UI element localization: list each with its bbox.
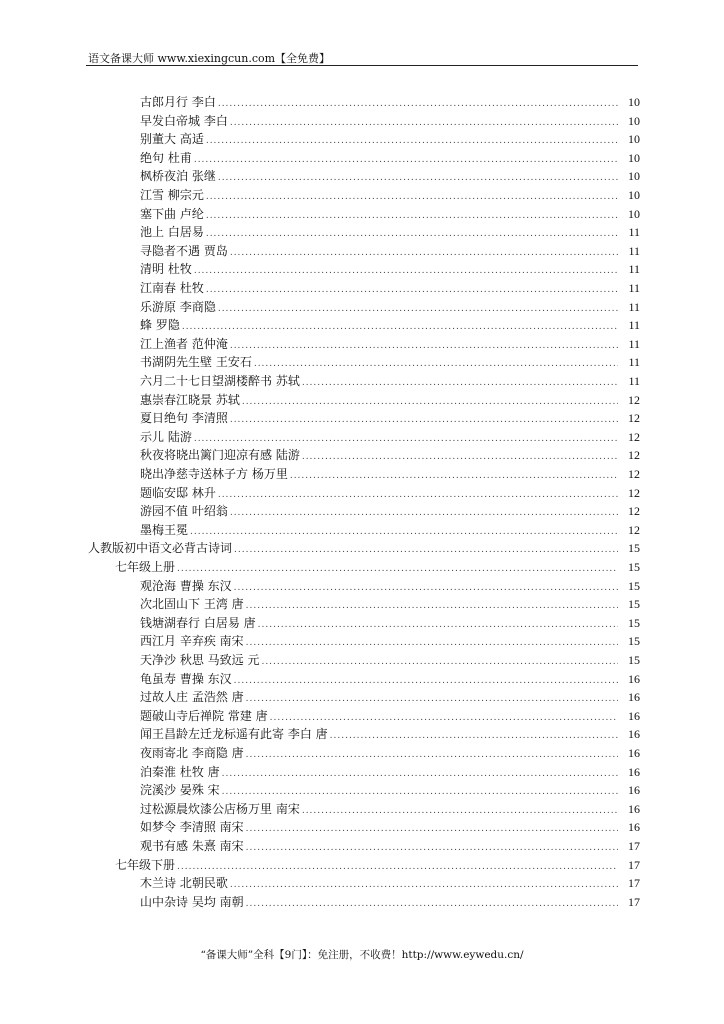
toc-entry-page-number: 11 (628, 374, 640, 388)
toc-dot-leader (261, 653, 618, 671)
toc-entry-title: 七年级下册 (115, 857, 176, 872)
toc-entry-page-number: 12 (628, 504, 640, 519)
toc-entry-title: 题破山寺后禅院 常建 唐 (140, 708, 268, 723)
toc-entry[interactable] (140, 837, 640, 855)
toc-dot-leader (206, 225, 618, 243)
toc-entry[interactable] (140, 353, 640, 371)
toc-entry-title: 人教版初中语文必背古诗词 (88, 541, 233, 556)
toc-entry-title: 次北固山下 王湾 唐 (140, 597, 244, 612)
toc-entry-title: 题临安邸 林升 (140, 485, 216, 500)
toc-entry-title: 西江月 辛弃疾 南宋 (140, 634, 244, 649)
toc-entry[interactable] (140, 744, 640, 762)
toc-entry-page-number: 15 (628, 634, 640, 649)
toc-entry[interactable] (140, 223, 640, 241)
toc-dot-leader (246, 839, 618, 857)
toc-dot-leader (302, 448, 618, 466)
toc-dot-leader (194, 151, 618, 169)
toc-entry-page-number: 16 (628, 671, 640, 686)
toc-dot-leader (182, 318, 618, 336)
toc-dot-leader (246, 746, 618, 764)
toc-entry-page-number: 10 (628, 206, 640, 221)
toc-entry-title: 观沧海 曹操 东汉 (140, 578, 232, 593)
toc-entry-page-number: 12 (628, 485, 640, 500)
toc-entry[interactable] (140, 316, 640, 334)
toc-entry[interactable] (140, 93, 640, 111)
toc-dot-leader (222, 765, 618, 783)
toc-entry-page-number: 16 (628, 801, 640, 816)
toc-entry[interactable] (88, 539, 640, 557)
toc-entry-title: 塞下曲 卢纶 (140, 206, 204, 221)
toc-dot-leader (246, 597, 618, 615)
toc-entry-page-number: 12 (628, 448, 640, 463)
toc-entry-title: 示儿 陆游 (140, 429, 192, 444)
toc-entry-page-number: 11 (628, 243, 640, 258)
toc-entry-title: 惠崇春江晓景 苏轼 (140, 392, 240, 407)
toc-dot-leader (234, 672, 618, 690)
toc-entry[interactable] (140, 670, 640, 688)
toc-entry[interactable] (140, 428, 640, 446)
toc-entry-title: 寻隐者不遇 贾岛 (140, 243, 228, 258)
page-header: 语文备课大师 www.xiexingcun.com【全免费】 (88, 52, 331, 65)
toc-entry-page-number: 15 (628, 597, 640, 612)
toc-dot-leader (218, 95, 618, 113)
toc-dot-leader (242, 393, 618, 411)
toc-entry-title: 绝句 杜甫 (140, 150, 192, 165)
toc-entry[interactable] (140, 391, 640, 409)
toc-dot-leader (258, 616, 618, 634)
toc-entry-title: 早发白帝城 李白 (140, 113, 228, 128)
page-footer: “备课大师”全科【9门】：免注册，不收费！http://www.eywedu.cn/ (200, 949, 524, 961)
toc-entry-page-number: 10 (628, 132, 640, 147)
toc-entry[interactable] (140, 614, 640, 632)
toc-entry-title: 墨梅王冕 (140, 522, 189, 537)
toc-entry-title: 浣溪沙 晏殊 宋 (140, 783, 220, 798)
toc-dot-leader (218, 300, 618, 318)
toc-entry-title: 江上渔者 范仲淹 (140, 336, 228, 351)
toc-entry-title: 天净沙 秋思 马致远 元 (140, 653, 260, 667)
toc-entry-title: 蜂 罗隐 (140, 318, 180, 333)
toc-entry-page-number: 17 (628, 857, 640, 872)
toc-entry[interactable] (140, 298, 640, 316)
toc-entry-title: 钱塘湖春行 白居易 唐 (140, 615, 256, 630)
toc-entry[interactable] (140, 874, 640, 892)
toc-entry[interactable] (140, 632, 640, 650)
toc-entry[interactable] (140, 242, 640, 260)
toc-entry[interactable] (140, 502, 640, 520)
toc-entry-title: 山中杂诗 吴均 南朝 (140, 894, 244, 909)
toc-entry[interactable] (140, 130, 640, 148)
toc-dot-leader (246, 634, 618, 652)
toc-entry[interactable] (140, 818, 640, 836)
toc-entry-page-number: 11 (628, 336, 640, 351)
toc-dot-leader (190, 523, 618, 541)
toc-entry-page-number: 10 (628, 113, 640, 128)
toc-entry-title: 闻王昌龄左迁龙标遥有此寄 李白 唐 (140, 727, 328, 742)
toc-entry[interactable] (140, 260, 640, 278)
toc-entry-page-number: 10 (628, 150, 640, 165)
toc-entry[interactable] (115, 558, 640, 576)
toc-dot-leader (218, 169, 618, 187)
toc-entry[interactable] (140, 205, 640, 223)
toc-entry[interactable] (140, 781, 640, 799)
toc-dot-leader (177, 560, 618, 578)
toc-entry[interactable] (140, 484, 640, 502)
toc-entry-page-number: 11 (628, 299, 640, 314)
toc-entry[interactable] (140, 279, 640, 297)
toc-entry[interactable] (140, 335, 640, 353)
toc-entry[interactable] (140, 577, 640, 595)
toc-entry-page-number: 16 (628, 727, 640, 742)
toc-dot-leader (270, 709, 618, 727)
toc-entry-page-number: 15 (628, 541, 640, 556)
toc-entry[interactable] (140, 372, 640, 390)
toc-entry-page-number: 17 (628, 894, 640, 909)
toc-entry-title: 别董大 高适 (140, 132, 204, 147)
header-rule (86, 65, 638, 66)
toc-dot-leader (230, 337, 618, 355)
toc-dot-leader (206, 132, 618, 150)
toc-entry-page-number: 16 (628, 764, 640, 779)
toc-dot-leader (222, 783, 618, 801)
toc-entry[interactable] (140, 651, 640, 669)
toc-entry-page-number: 10 (628, 169, 640, 184)
toc-entry[interactable] (140, 763, 640, 781)
toc-entry-title: 六月二十七日望湖楼醉书 苏轼 (140, 374, 300, 388)
toc-entry-title: 江南春 杜牧 (140, 281, 204, 295)
toc-entry-title: 晓出净慈寺送林子方 杨万里 (140, 467, 288, 481)
toc-entry[interactable] (140, 800, 640, 818)
toc-dot-leader (194, 262, 618, 280)
toc-dot-leader (330, 727, 618, 745)
toc-entry[interactable] (115, 856, 640, 874)
toc-entry-page-number: 15 (628, 578, 640, 593)
toc-entry-page-number: 12 (628, 392, 640, 407)
toc-dot-leader (246, 690, 618, 708)
toc-dot-leader (302, 802, 618, 820)
toc-entry-title: 池上 白居易 (140, 225, 204, 240)
toc-entry-page-number: 15 (628, 560, 640, 574)
toc-entry-title: 游园不值 叶绍翁 (140, 504, 228, 519)
toc-entry-page-number: 17 (628, 876, 640, 891)
toc-entry-page-number: 11 (628, 318, 640, 333)
toc-dot-leader (234, 541, 618, 559)
toc-entry-title: 夜雨寄北 李商隐 唐 (140, 746, 244, 760)
toc-entry-page-number: 11 (628, 281, 640, 295)
toc-entry-title: 乐游原 李商隐 (140, 299, 216, 314)
toc-entry-title: 江雪 柳宗元 (140, 188, 204, 202)
toc-entry-page-number: 16 (628, 690, 640, 705)
toc-entry[interactable] (140, 409, 640, 427)
toc-entry-page-number: 12 (628, 522, 640, 537)
toc-entry[interactable] (140, 186, 640, 204)
toc-dot-leader (234, 579, 618, 597)
toc-entry-title: 枫桥夜泊 张继 (140, 169, 216, 184)
toc-dot-leader (206, 281, 618, 299)
toc-entry[interactable] (140, 521, 640, 539)
toc-entry-page-number: 12 (628, 429, 640, 444)
toc-entry[interactable] (140, 725, 640, 743)
toc-dot-leader (230, 876, 618, 894)
toc-entry-title: 观书有感 朱熹 南宋 (140, 839, 244, 853)
toc-entry[interactable] (140, 112, 640, 130)
toc-entry-page-number: 17 (628, 839, 640, 853)
toc-entry-page-number: 11 (628, 262, 640, 277)
toc-dot-leader (206, 188, 618, 206)
toc-entry-title: 过故人庄 孟浩然 唐 (140, 690, 244, 705)
toc-entry[interactable] (140, 465, 640, 483)
toc-entry[interactable] (140, 446, 640, 464)
toc-entry[interactable] (140, 707, 640, 725)
toc-dot-leader (230, 244, 618, 262)
toc-entry-page-number: 16 (628, 783, 640, 798)
toc-entry-page-number: 10 (628, 188, 640, 202)
toc-entry-title: 夏日绝句 李清照 (140, 411, 228, 426)
toc-entry-title: 泊秦淮 杜牧 唐 (140, 764, 220, 779)
toc-entry[interactable] (140, 893, 640, 911)
toc-entry[interactable] (140, 167, 640, 185)
toc-dot-leader (194, 430, 618, 448)
toc-dot-leader (218, 486, 618, 504)
toc-dot-leader (230, 114, 618, 132)
toc-entry[interactable] (140, 595, 640, 613)
toc-entry-title: 清明 杜牧 (140, 262, 192, 277)
toc-entry-page-number: 11 (628, 355, 640, 370)
toc-entry-title: 书湖阴先生壁 王安石 (140, 355, 252, 370)
toc-dot-leader (302, 374, 618, 392)
toc-entry-title: 古郎月行 李白 (140, 95, 216, 109)
toc-dot-leader (206, 207, 618, 225)
toc-entry-title: 七年级上册 (115, 560, 176, 574)
toc-entry-title: 过松源晨炊漆公店杨万里 南宋 (140, 801, 300, 816)
toc-entry-page-number: 12 (628, 411, 640, 426)
toc-entry[interactable] (140, 688, 640, 706)
toc-entry-title: 如梦令 李清照 南宋 (140, 820, 244, 835)
toc-entry-page-number: 16 (628, 746, 640, 760)
toc-entry-page-number: 15 (628, 653, 640, 667)
toc-entry[interactable] (140, 149, 640, 167)
toc-entry-page-number: 11 (628, 225, 640, 240)
toc-dot-leader (254, 355, 618, 373)
toc-entry-page-number: 16 (628, 820, 640, 835)
toc-entry-page-number: 12 (628, 467, 640, 481)
toc-entry-title: 秋夜将晓出篱门迎凉有感 陆游 (140, 448, 300, 463)
toc-dot-leader (230, 411, 618, 429)
toc-dot-leader (246, 820, 618, 838)
toc-entry-page-number: 16 (628, 708, 640, 723)
toc-entry-page-number: 10 (628, 95, 640, 109)
toc-dot-leader (177, 858, 618, 876)
toc-dot-leader (290, 467, 618, 485)
toc-entry-page-number: 15 (628, 615, 640, 630)
toc-dot-leader (230, 504, 618, 522)
toc-entry-title: 木兰诗 北朝民歌 (140, 876, 228, 891)
toc-entry-title: 龟虽寿 曹操 东汉 (140, 671, 232, 686)
toc-dot-leader (246, 895, 618, 913)
